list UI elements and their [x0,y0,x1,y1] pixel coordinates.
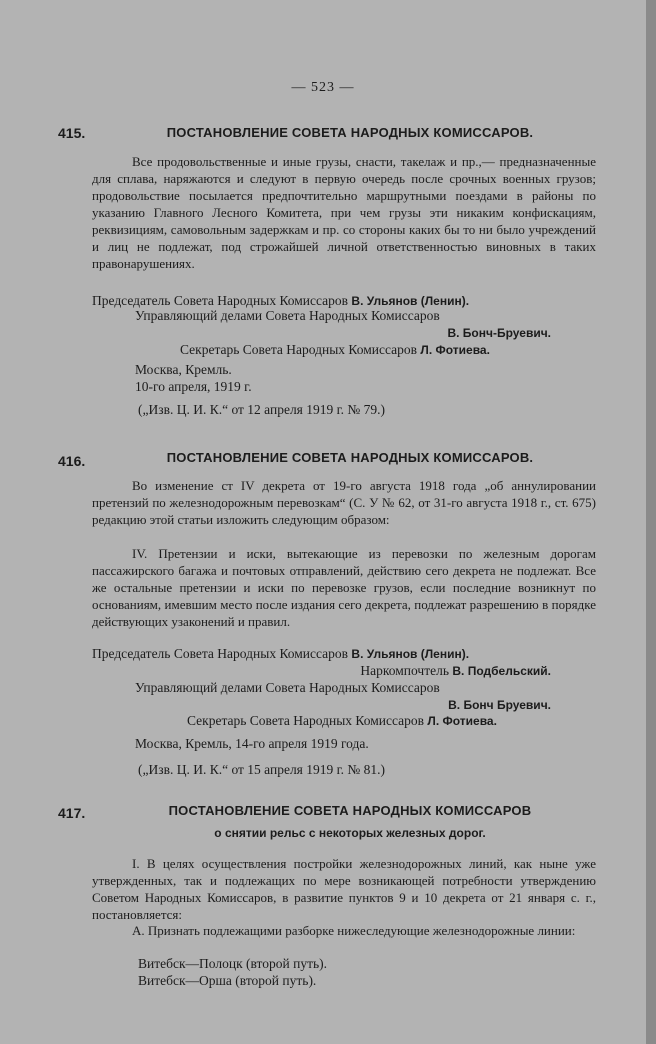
section-text-416-a: Во изменение ст IV декрета от 19-го августа 1918 года „об аннулировании претензий по железнодорожным перевозкам“ (С. У № 62, от 31-го августа 1918 г., ст. 675) редакцию этой статьи изложить следующим образом: [92,478,596,527]
section-number-417: 417. [58,805,86,821]
signature-secretary-416 [187,712,497,730]
source-ref-415: („Изв. Ц. И. К.“ от 12 апреля 1919 г. № 79.) [138,402,386,417]
railway-line-1: Витебск—Полоцк (второй путь). [138,956,328,971]
signature-manager-title-415: Управляющий делами Совета Народных Комиссаров [135,308,440,323]
section-heading-416: ПОСТАНОВЛЕНИЕ СОВЕТА НАРОДНЫХ КОМИССАРОВ. [166,450,534,465]
section-text-415: Все продовольственные и иные грузы, снасти, такелаж и пр.,— предназначенные для сплава, наряжаются и следуют в первую очередь после срочных военных грузов; продовольствие посылается предпочтительно маршрутными поездами в районы по указанию Главного Лесного Комитета, при чем грузы эти никаким конфискациям, реквизициям, самовольным задержкам и пр. со стороны каких бы то ни было учреждений и лиц не подлежат, под строжайшей личной ответственностью виновных в таких правонарушениях. [92,154,596,271]
manager-name: В. Бонч-Бруевич. [447,326,551,340]
secretary-name: Л. Фотиева. [427,714,497,728]
secretary-title: Секретарь Совета Народных Комиссаров [187,713,425,728]
place-date-416: Москва, Кремль, 14-го апреля 1919 года. [135,736,369,751]
section-text-417-a: I. В целях осуществления постройки железнодорожных линий, как ныне уже утвержденных, так и подлежащих по мере возникающей потребности утверждению Советом Народных Комиссаров, в развитие пунктов 9 и 10 декрета от 21 января с. г., постановляется: [92,856,596,922]
post-name: В. Подбельский. [452,664,551,678]
secretary-title: Секретарь Совета Народных Комиссаров [180,342,418,357]
railway-line-2: Витебск—Орша (второй путь). [138,973,317,988]
section-subheading-417: о снятии рельс с некоторых железных дорог. [214,826,486,840]
page-number: — 523 — [291,80,355,95]
manager-name: В. Бонч Бруевич. [448,698,551,712]
section-heading-417: ПОСТАНОВЛЕНИЕ СОВЕТА НАРОДНЫХ КОМИССАРОВ [168,803,532,818]
date-415: 10-го апреля, 1919 г. [135,379,252,394]
section-text-417-b: А. Признать подлежащими разборке нижеследующие железнодорожные линии: [132,923,576,938]
place-415: Москва, Кремль. [135,362,232,377]
section-text-416-b: IV. Претензии и иски, вытекающие из перевозки по железным дорогам пассажирского багажа и почтовых отправлений, действию сего декрета не подлежат. Все же остальные претензии и иски по перевозке грузов, если последние возникнут по основаниям, имевшим место после издания сего декрета, подлежат разрешению в порядке действующих узаконений и правил. [92,546,596,629]
signature-secretary-415 [180,341,490,359]
source-ref-416: („Изв. Ц. И. К.“ от 15 апреля 1919 г. № 81.) [138,762,386,777]
signature-post-416 [360,662,551,680]
page-edge-shadow [646,0,656,1044]
section-number-415: 415. [58,125,86,141]
post-title: Наркомпочтель [360,663,450,678]
section-number-416: 416. [58,453,86,469]
section-heading-415: ПОСТАНОВЛЕНИЕ СОВЕТА НАРОДНЫХ КОМИССАРОВ. [166,125,534,140]
chair-name: В. Ульянов (Ленин). [351,294,470,308]
signature-manager-title-416: Управляющий делами Совета Народных Комиссаров [135,680,440,695]
chair-title: Председатель Совета Народных Комиссаров [92,646,349,661]
signature-manager-name-415 [447,324,551,342]
signature-chair-416 [92,645,469,663]
secretary-name: Л. Фотиева. [420,343,490,357]
chair-name: В. Ульянов (Ленин). [351,647,470,661]
chair-title: Председатель Совета Народных Комиссаров [92,293,349,308]
